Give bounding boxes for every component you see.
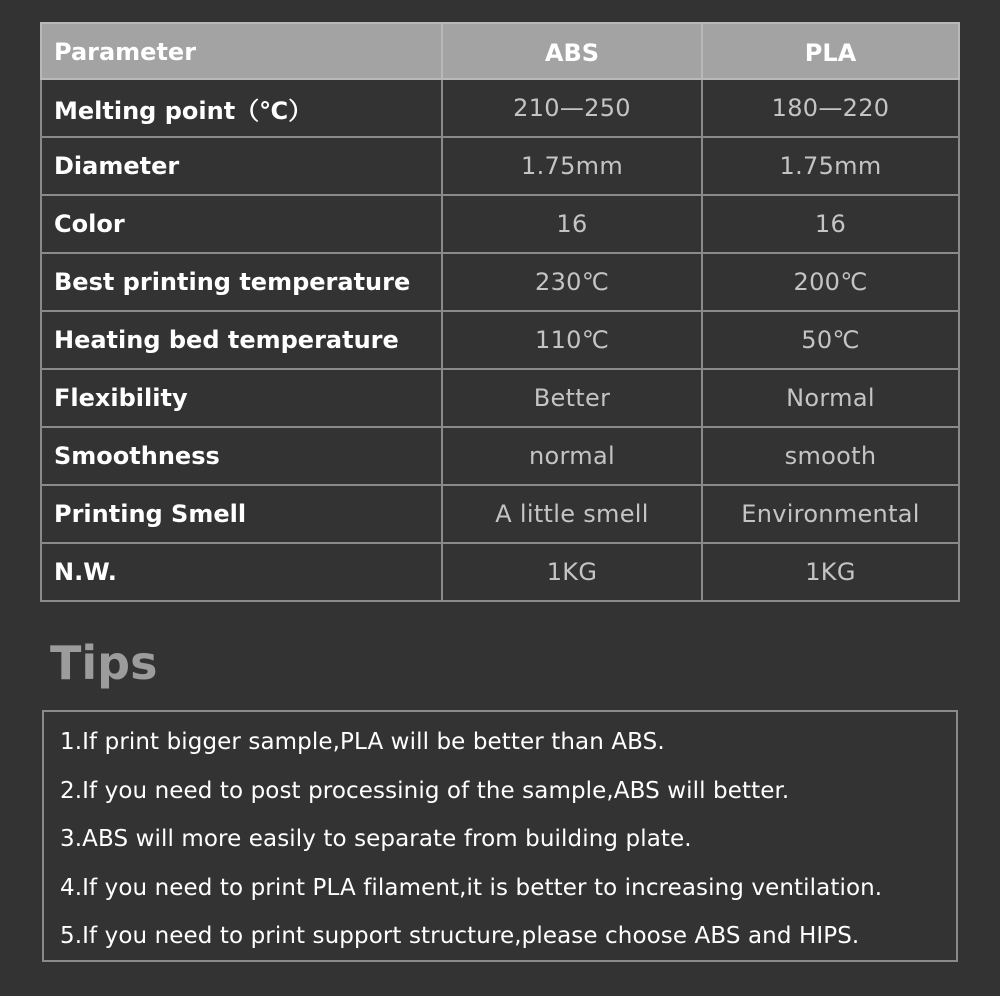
cell-pla-net-weight: 1KG: [702, 543, 959, 601]
table-row: [41, 253, 959, 311]
cell-pla-smoothness: smooth: [702, 427, 959, 485]
table-row: [41, 195, 959, 253]
header-pla: PLA: [702, 23, 959, 79]
row-label-net-weight: N.W.: [41, 543, 442, 601]
tips-title: Tips: [50, 636, 158, 690]
row-label-heating-bed-temperature: Heating bed temperature: [41, 311, 442, 369]
cell-pla-melting-point: 180—220: [702, 79, 959, 137]
cell-abs-net-weight: 1KG: [442, 543, 702, 601]
cell-pla-printing-smell: Environmental: [702, 485, 959, 543]
table-row: [41, 369, 959, 427]
table-row: [41, 79, 959, 137]
header-parameter: Parameter: [41, 23, 442, 79]
row-label-melting-point: Melting point（℃）: [41, 79, 442, 137]
cell-pla-diameter: 1.75mm: [702, 137, 959, 195]
cell-abs-best-printing-temperature: 230℃: [442, 253, 702, 311]
tip-item: 3.ABS will more easily to separate from building plate.: [60, 826, 692, 852]
tip-item: 1.If print bigger sample,PLA will be better than ABS.: [60, 729, 665, 755]
table-header-row: [41, 23, 959, 79]
comparison-table: [40, 22, 960, 602]
cell-abs-melting-point: 210—250: [442, 79, 702, 137]
row-label-flexibility: Flexibility: [41, 369, 442, 427]
tip-item: 2.If you need to post processinig of the sample,ABS will better.: [60, 777, 790, 804]
table-row: [41, 485, 959, 543]
row-label-diameter: Diameter: [41, 137, 442, 195]
table-row: [41, 311, 959, 369]
cell-pla-color: 16: [702, 195, 959, 253]
cell-pla-heating-bed-temperature: 50℃: [702, 311, 959, 369]
row-label-smoothness: Smoothness: [41, 427, 442, 485]
cell-pla-best-printing-temperature: 200℃: [702, 253, 959, 311]
row-label-printing-smell: Printing Smell: [41, 485, 442, 543]
table-row: [41, 427, 959, 485]
cell-abs-color: 16: [442, 195, 702, 253]
cell-abs-diameter: 1.75mm: [442, 137, 702, 195]
cell-abs-flexibility: Better: [442, 369, 702, 427]
row-label-color: Color: [41, 195, 442, 253]
header-abs: ABS: [442, 23, 702, 79]
cell-abs-printing-smell: A little smell: [442, 485, 702, 543]
tip-item: 5.If you need to print support structure,please choose ABS and HIPS.: [60, 923, 860, 949]
cell-abs-heating-bed-temperature: 110℃: [442, 311, 702, 369]
tips-box: [42, 710, 958, 962]
row-label-best-printing-temperature: Best printing temperature: [41, 253, 442, 311]
table-row: [41, 137, 959, 195]
tip-item: 4.If you need to print PLA filament,it is better to increasing ventilation.: [60, 874, 883, 901]
table-row: [41, 543, 959, 601]
cell-abs-smoothness: normal: [442, 427, 702, 485]
cell-pla-flexibility: Normal: [702, 369, 959, 427]
